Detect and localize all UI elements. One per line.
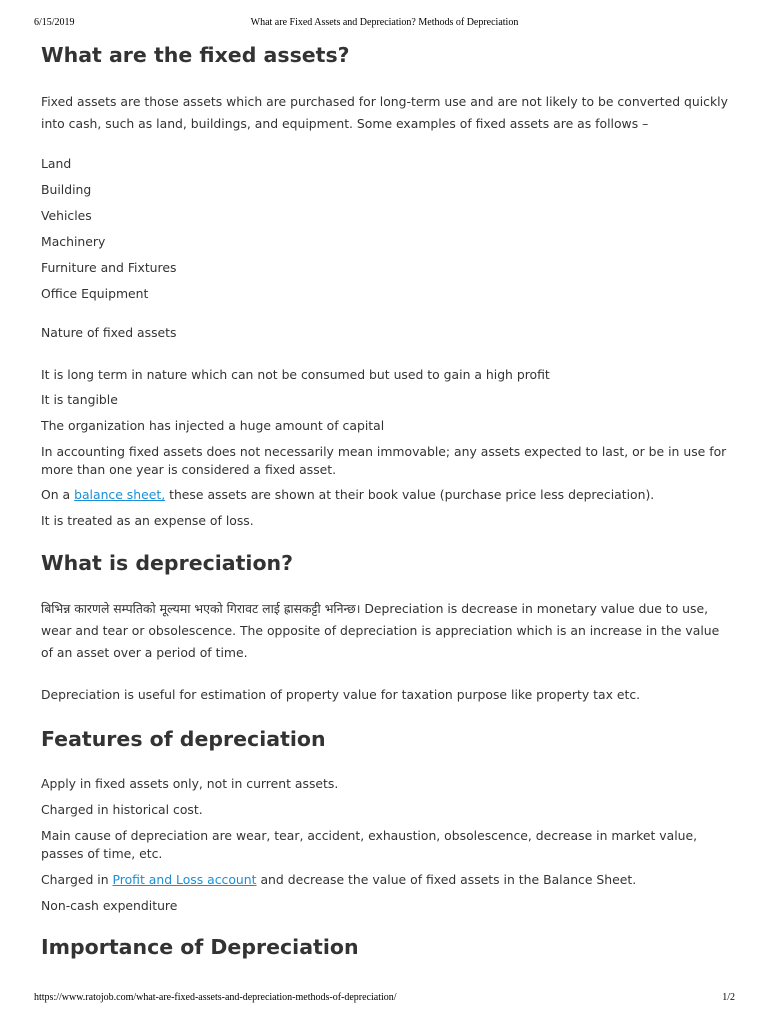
list-item: Charged in historical cost. — [41, 802, 203, 817]
balance-sheet-link[interactable]: balance sheet, — [74, 487, 166, 502]
profit-loss-line — [41, 871, 636, 889]
balance-suffix: these assets are shown at their book value (purchase price less depreciation). — [165, 487, 655, 502]
list-item: Main cause of depreciation are wear, tear, accident, exhaustion, obsolescence, decrease in market value, passes of time, etc. — [41, 828, 698, 861]
balance-prefix: On a — [41, 487, 75, 502]
heading-depreciation: What is depreciation? — [41, 551, 294, 575]
list-item: The organization has injected a huge amount of capital — [41, 418, 385, 433]
list-item: Vehicles — [41, 208, 92, 223]
depreciation-usefulness: Depreciation is useful for estimation of property value for taxation purpose like property tax etc. — [41, 687, 641, 702]
depreciation-definition-english: Depreciation is decrease in monetary value due to use, wear and tear or obsolescence. The opposite of depreciation is appreciation which is an increase in the value of an asset over a period of time. — [41, 601, 720, 660]
list-item: Furniture and Fixtures — [41, 260, 177, 275]
list-item: Office Equipment — [41, 286, 149, 301]
depreciation-definition-nepali: बिभिन्न कारणले सम्पतिको मूल्यमा भएको गिरावट लाई ह्रासकट्टी भनिन्छ। — [41, 601, 361, 616]
balance-sheet-line — [41, 486, 654, 504]
print-page-number: 1/2 — [722, 992, 735, 1003]
fixed-assets-intro: Fixed assets are those assets which are purchased for long-term use and are not likely to be converted quickly into cash, such as land, buildings, and equipment. Some examples of fixed assets are as follows – — [41, 94, 728, 131]
list-item: It is long term in nature which can not be consumed but used to gain a high profit — [41, 367, 550, 382]
list-item: Apply in fixed assets only, not in current assets. — [41, 776, 339, 791]
heading-fixed-assets: What are the fixed assets? — [41, 43, 350, 67]
heading-features-of-depreciation: Features of depreciation — [41, 727, 326, 751]
depreciation-definition — [41, 598, 732, 664]
print-url: https://www.ratojob.com/what-are-fixed-assets-and-depreciation-methods-of-depreciation/ — [34, 992, 397, 1003]
list-item: Building — [41, 182, 92, 197]
nature-of-fixed-assets-label: Nature of fixed assets — [41, 325, 177, 340]
list-item: Machinery — [41, 234, 106, 249]
heading-importance-of-depreciation: Importance of Depreciation — [41, 935, 359, 959]
print-page-title: What are Fixed Assets and Depreciation? Methods of Depreciation — [250, 17, 519, 28]
pl-suffix: and decrease the value of fixed assets in the Balance Sheet. — [256, 872, 637, 887]
list-item: It is tangible — [41, 392, 118, 407]
pl-prefix: Charged in — [41, 872, 113, 887]
list-item: In accounting fixed assets does not necessarily mean immovable; any assets expected to last, or be in use for more than one year is considered a fixed asset. — [41, 444, 727, 477]
expense-note: It is treated as an expense of loss. — [41, 513, 254, 528]
profit-and-loss-link[interactable]: Profit and Loss account — [112, 872, 257, 887]
print-date: 6/15/2019 — [34, 17, 75, 28]
list-item: Non-cash expenditure — [41, 898, 178, 913]
list-item: Land — [41, 156, 72, 171]
